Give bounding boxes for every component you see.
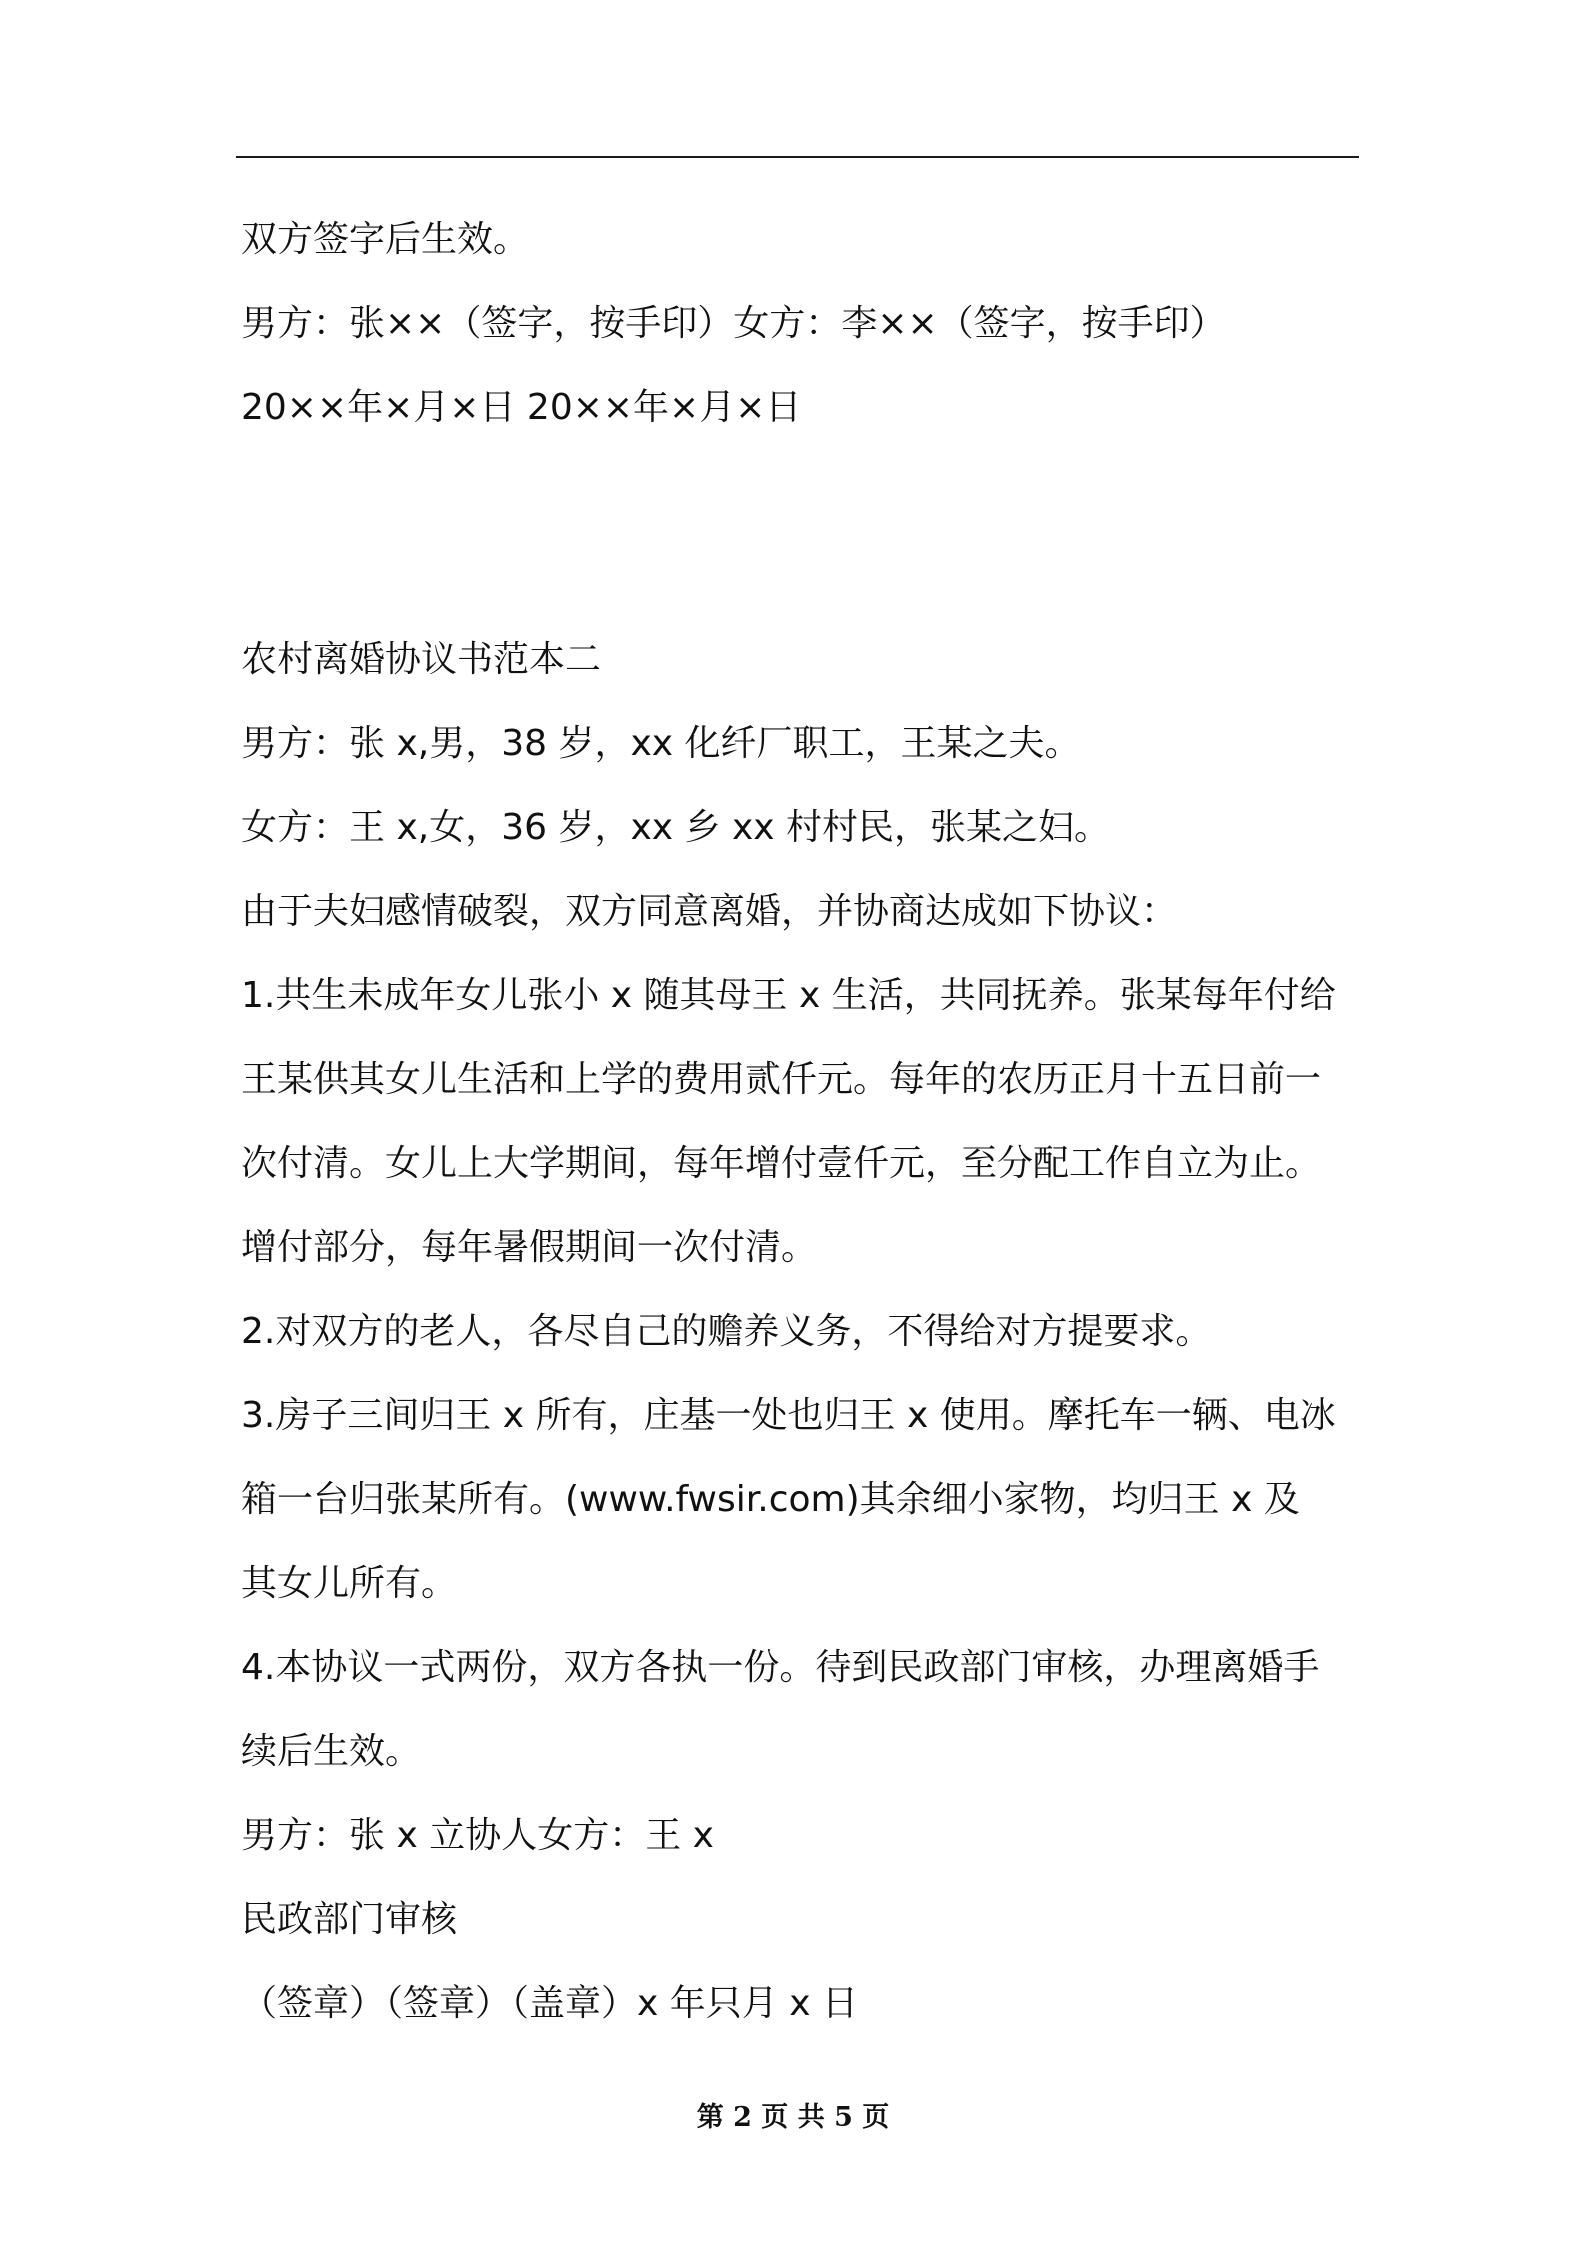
text-line: 续后生效。 xyxy=(241,1731,422,1772)
page-number: 第 2 页 共 5 页 xyxy=(696,2102,890,2133)
text-line: 男方：张××（签字，按手印）女方：李××（签字，按手印） xyxy=(241,303,1226,344)
text-line: 20××年×月×日 20××年×月×日 xyxy=(241,387,802,428)
text-line: 女方：王 x,女，36 岁，xx 乡 xx 村村民，张某之妇。 xyxy=(241,807,1110,848)
text-line: 男方：张 x 立协人女方：王 x xyxy=(241,1815,714,1856)
text-line: 箱一台归张某所有。(www.fwsir.com)其余细小家物，均归王 x 及 xyxy=(241,1479,1300,1520)
section-title: 农村离婚协议书范本二 xyxy=(241,639,602,680)
section-gap xyxy=(241,450,1359,618)
text-line: 2.对双方的老人，各尽自己的赡养义务，不得给对方提要求。 xyxy=(241,1311,1212,1352)
text-line: 其女儿所有。 xyxy=(241,1563,458,1604)
text-line: 1.共生未成年女儿张小 x 随其母王 x 生活，共同抚养。张某每年付给 xyxy=(241,975,1336,1016)
header-rule xyxy=(236,156,1359,158)
text-line: 3.房子三间归王 x 所有，庄基一处也归王 x 使用。摩托车一辆、电冰 xyxy=(241,1395,1336,1436)
document-body xyxy=(241,198,1359,2046)
text-line: 双方签字后生效。 xyxy=(241,219,530,260)
text-line: 增付部分，每年暑假期间一次付清。 xyxy=(241,1227,818,1268)
text-line: 由于夫妇感情破裂，双方同意离婚，并协商达成如下协议： xyxy=(241,891,1178,932)
text-line: 4.本协议一式两份，双方各执一份。待到民政部门审核，办理离婚手 xyxy=(241,1647,1320,1688)
text-line: （签章）（签章）（盖章）x 年只月 x 日 xyxy=(241,1983,858,2024)
text-line: 王某供其女儿生活和上学的费用贰仟元。每年的农历正月十五日前一 xyxy=(241,1059,1322,1100)
text-line: 男方：张 x,男，38 岁，xx 化纤厂职工，王某之夫。 xyxy=(241,723,1081,764)
text-line: 次付清。女儿上大学期间，每年增付壹仟元，至分配工作自立为止。 xyxy=(241,1143,1322,1184)
text-line: 民政部门审核 xyxy=(241,1899,458,1940)
